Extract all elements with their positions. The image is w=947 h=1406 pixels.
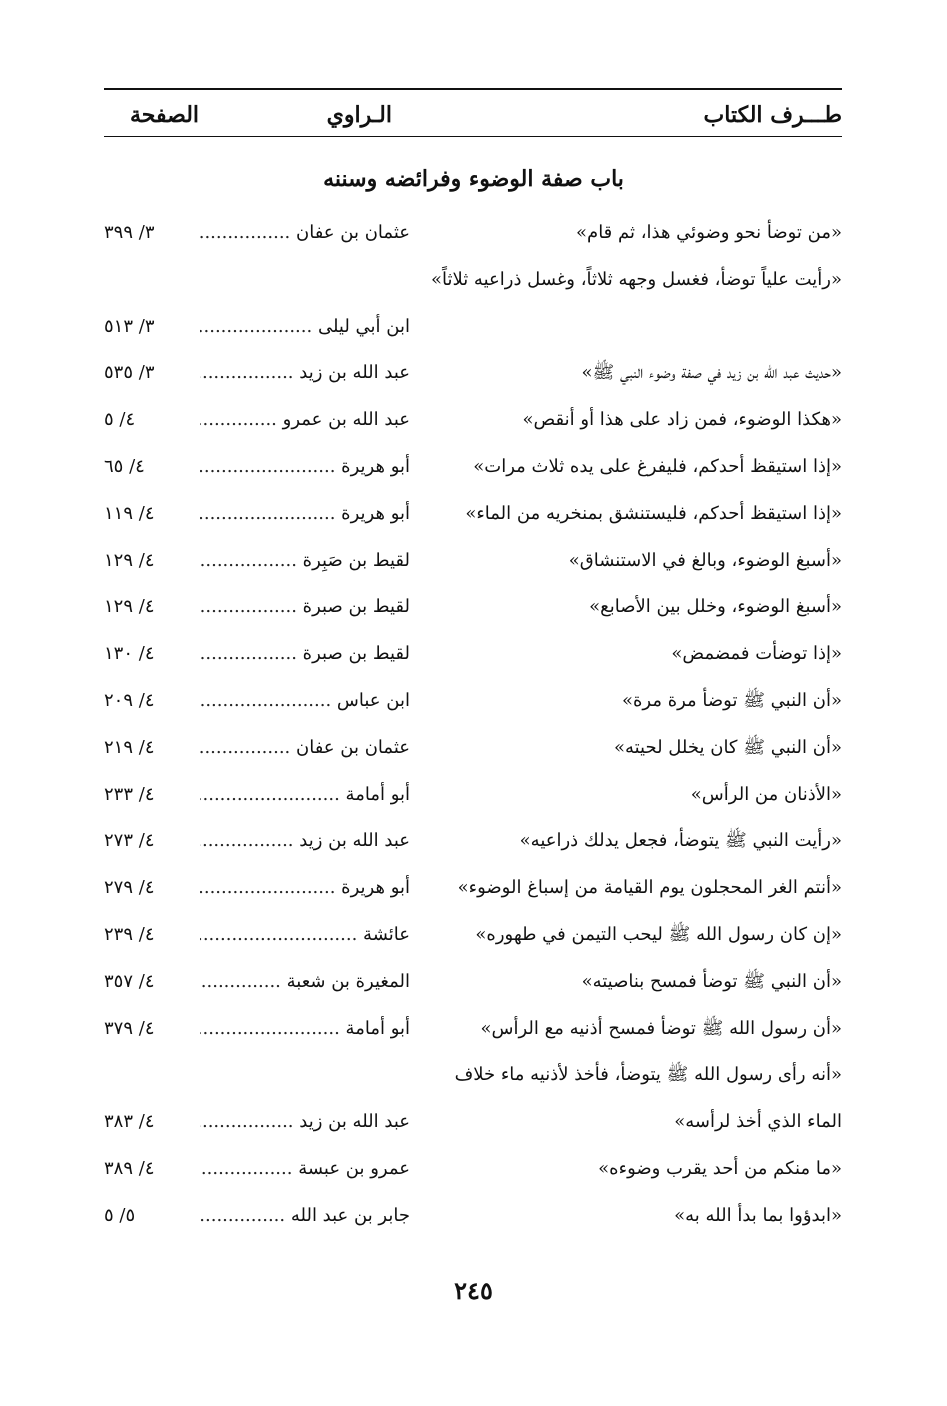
- hadith-text: «أنه رأى رسول الله ﷺ يتوضأ، فأخذ لأذنيه ماء خلاف الماء الذي أخذ لرأسه»: [454, 1064, 842, 1133]
- index-row: [104, 1146, 842, 1193]
- narrator-name: عثمان بن عفان .....: [200, 210, 410, 257]
- page-reference: ٤/ ٢١٩: [104, 736, 155, 758]
- index-row: [104, 584, 842, 631]
- hadith-text: «من توضأ نحو وضوئي هذا، ثم قام»: [576, 222, 842, 243]
- index-row: [104, 210, 842, 257]
- index-row: [104, 538, 842, 585]
- hadith-text: «ابدؤوا بما بدأ الله به»: [674, 1204, 842, 1226]
- page-reference: ٤/ ١٢٩: [104, 549, 155, 571]
- narrator-name: عبد الله بن زيد .....: [200, 1099, 410, 1146]
- hadith-text: «أن النبي ﷺ توضأ مرة مرة»: [621, 689, 842, 711]
- page-number: ٢٤٥: [454, 1276, 493, 1305]
- page-reference: ٥/ ٥: [104, 1204, 136, 1226]
- narrator-name: لقيط بن صَبِرة .....: [200, 538, 410, 585]
- hadith-text: «أسبغ الوضوء، وخلل بين الأصابع»: [589, 596, 842, 618]
- hadith-text: «هكذا الوضوء، فمن زاد على هذا أو أنقص»: [522, 409, 842, 431]
- hadith-text: «ما منكم من أحد يقرب وضوءه»: [598, 1157, 842, 1179]
- narrator-name: ابن أبي ليلى .....: [200, 304, 410, 351]
- page-reference: ٣/ ٣٩٩: [104, 222, 155, 243]
- index-row: [104, 959, 842, 1006]
- narrator-name: عبد الله بن زيد .....: [200, 350, 410, 397]
- index-row: [104, 1052, 842, 1146]
- page-reference: ٤/ ٢٧٣: [104, 830, 155, 852]
- header-rule-bottom: [104, 136, 842, 137]
- narrator-name: عبد الله بن زيد .....: [200, 818, 410, 865]
- column-header-narrator: الـراوي: [326, 102, 392, 128]
- hadith-text: «إن كان رسول الله ﷺ ليحب التيمن في طهوره»: [475, 923, 842, 945]
- column-header-page: الصفحة: [130, 102, 200, 128]
- page-reference: ٤/ ٢٣٣: [104, 783, 155, 805]
- narrator-name: أبو هريرة .....: [200, 865, 410, 912]
- section-title: باب صفة الوضوء وفرائضه وسننه: [323, 166, 624, 192]
- narrator-name: أبو أمامة .....: [200, 1006, 410, 1053]
- column-header-text: طـــرف الكتاب: [703, 102, 842, 128]
- page-reference: ٤/ ١١٩: [104, 502, 155, 524]
- hadith-text: «إذا توضأت فمضمض»: [671, 643, 842, 665]
- hadith-text: «رأيت النبي ﷺ يتوضأ، فجعل يدلك ذراعيه»: [519, 830, 842, 852]
- narrator-name: عثمان بن عفان .....: [200, 725, 410, 772]
- index-row: [104, 397, 842, 444]
- page-reference: ٤/ ٣٨٣: [104, 1111, 155, 1133]
- page-reference: ٤/ ٢٧٩: [104, 877, 155, 899]
- narrator-name: المغيرة بن شعبة .....: [200, 959, 410, 1006]
- page-reference: ٤/ ٢٣٩: [104, 923, 155, 945]
- header-rule-top: [104, 88, 842, 90]
- index-row: [104, 1006, 842, 1053]
- hadith-text: «إذا استيقظ أحدكم، فليفرغ على يده ثلاث مرات»: [473, 455, 842, 477]
- index-row: [104, 257, 842, 351]
- hadith-text: «أن رسول الله ﷺ توضأ فمسح أذنيه مع الرأس»: [480, 1017, 842, 1039]
- index-row: [104, 1193, 842, 1240]
- hadith-text: «الأذنان من الرأس»: [690, 783, 842, 805]
- index-row: [104, 350, 842, 397]
- page-reference: ٤/ ٣٥٧: [104, 970, 155, 992]
- page-reference: ٤/ ١٣٠: [104, 643, 155, 665]
- narrator-name: عمرو بن عبسة .....: [200, 1146, 410, 1193]
- hadith-text: «حديث عبد الله بن زيد في صفة وضوء النبي ﷺ»: [581, 362, 842, 384]
- page-reference: ٤/ ٦٥: [104, 455, 145, 477]
- page-reference: ٤/ ٣٧٩: [104, 1017, 155, 1039]
- index-row: [104, 631, 842, 678]
- narrator-name: لقيط بن صبرة .....: [200, 631, 410, 678]
- narrator-name: ابن عباس .....: [200, 678, 410, 725]
- index-row: [104, 678, 842, 725]
- hadith-text: «أنتم الغر المحجلون يوم القيامة من إسباغ الوضوء»: [457, 877, 842, 899]
- index-row: [104, 772, 842, 819]
- index-row: [104, 725, 842, 772]
- narrator-name: أبو هريرة .....: [200, 491, 410, 538]
- narrator-name: عبد الله بن عمرو .....: [200, 397, 410, 444]
- index-entries: [104, 210, 842, 1240]
- page-reference: ٤/ ٥: [104, 409, 136, 431]
- narrator-name: لقيط بن صبرة .....: [200, 584, 410, 631]
- page-reference: ٣/ ٥١٣: [104, 315, 155, 337]
- hadith-text: «رأيت علياً توضأ، فغسل وجهه ثلاثاً، وغسل ذراعيه ثلاثاً»: [430, 268, 842, 290]
- page-reference: ٤/ ٣٨٩: [104, 1157, 155, 1179]
- hadith-text: «أن النبي ﷺ توضأ فمسح بناصيته»: [581, 970, 842, 992]
- page-reference: ٤/ ١٢٩: [104, 596, 155, 618]
- hadith-text: «إذا استيقظ أحدكم، فليستنشق بمنخريه من الماء»: [465, 502, 842, 524]
- page-reference: ٣/ ٥٣٥: [104, 362, 155, 384]
- index-row: [104, 444, 842, 491]
- narrator-name: جابر بن عبد الله .....: [200, 1193, 410, 1240]
- hadith-text: «أسبغ الوضوء، وبالغ في الاستنشاق»: [568, 549, 842, 571]
- index-row: [104, 865, 842, 912]
- narrator-name: أبو أمامة .....: [200, 772, 410, 819]
- hadith-text: «أن النبي ﷺ كان يخلل لحيته»: [613, 736, 842, 758]
- page-reference: ٤/ ٢٠٩: [104, 689, 155, 711]
- narrator-name: أبو هريرة .....: [200, 444, 410, 491]
- index-row: [104, 491, 842, 538]
- index-row: [104, 818, 842, 865]
- narrator-name: عائشة .....: [200, 912, 410, 959]
- index-row: [104, 912, 842, 959]
